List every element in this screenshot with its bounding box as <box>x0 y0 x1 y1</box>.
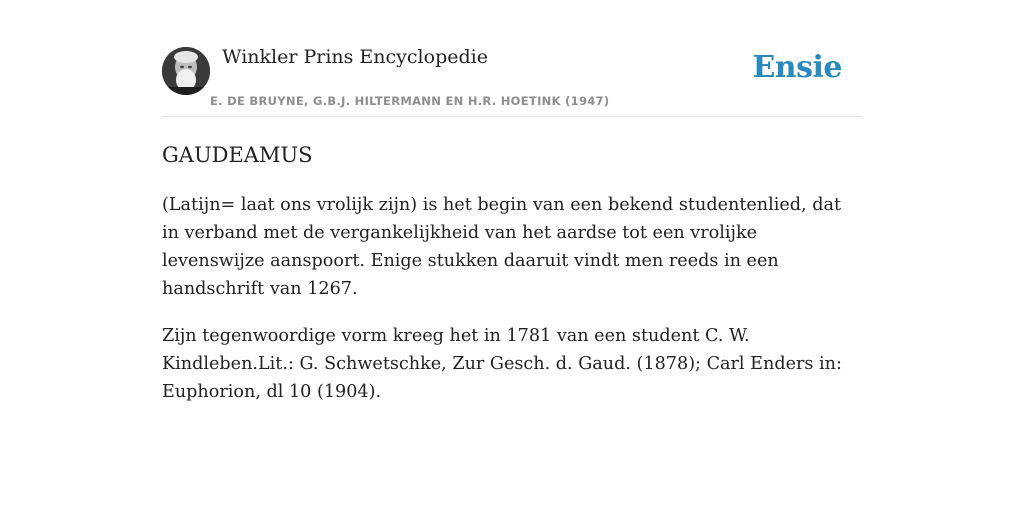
book-authors: E. DE BRUYNE, G.B.J. HILTERMANN EN H.R. HOETINK (1947) <box>210 94 610 108</box>
entry-paragraph: Zijn tegenwoordige vorm kreeg het in 1781 van een student C. W. Kindleben.Lit.: G. Schwetschke, Zur Gesch. d. Gaud. (1878); Carl Enders in: Euphorion, dl 10 (1904). <box>162 326 842 402</box>
entry-paragraph: (Latijn= laat ons vrolijk zijn) is het begin van een bekend studentenlied, dat in verband met de vergankelijkheid van het aardse tot een vrolijke levenswijze aanspoort. Enige stukken daaruit vindt men reeds in een handschrift van 1267. <box>162 195 842 299</box>
portrait-icon <box>162 47 210 95</box>
author-avatar[interactable] <box>162 47 210 95</box>
page-container <box>162 0 862 406</box>
entry-title: GAUDEAMUS <box>162 143 313 167</box>
book-header <box>162 0 862 117</box>
ensie-logo-link[interactable]: Ensie <box>752 50 842 85</box>
book-title[interactable]: Winkler Prins Encyclopedie <box>222 46 488 68</box>
